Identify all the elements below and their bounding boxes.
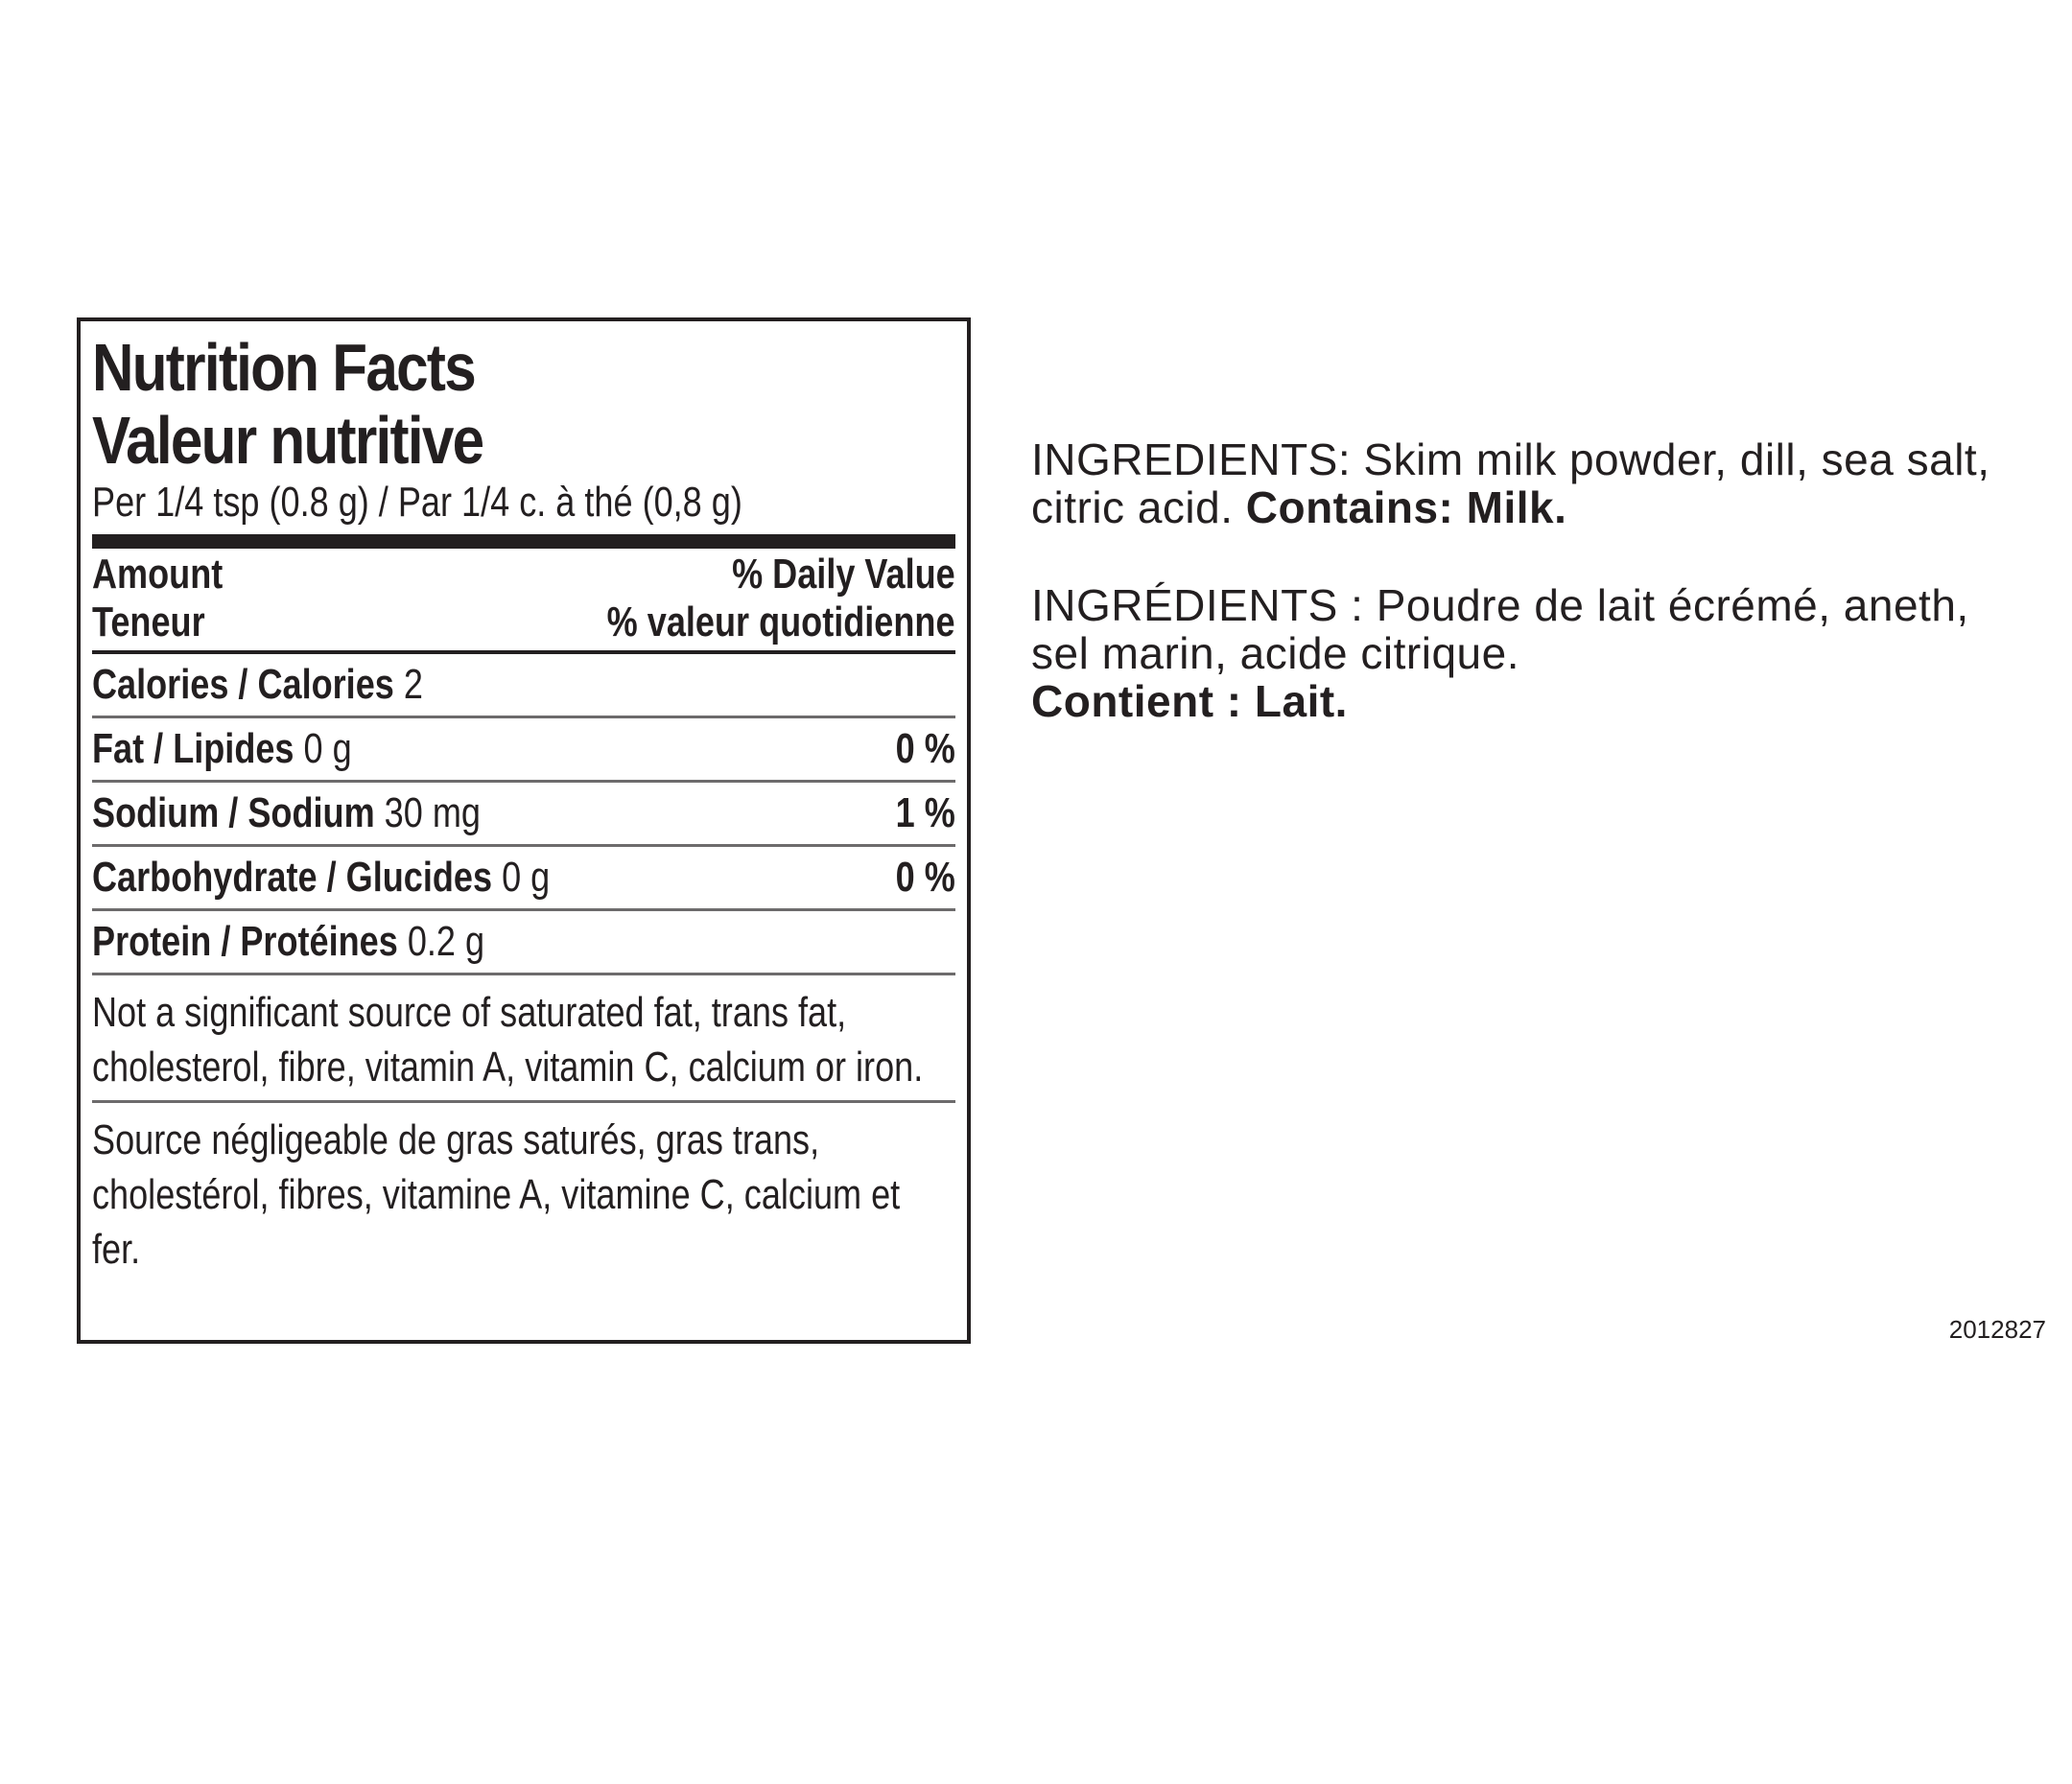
thick-divider	[92, 534, 955, 549]
calories-row	[92, 654, 955, 716]
protein-amount: 0.2 g	[407, 918, 485, 965]
serving-size: Per 1/4 tsp (0.8 g) / Par 1/4 c. à thé (0,8 g)	[92, 479, 742, 526]
footnote-en-text: Not a significant source of saturated fat, trans fat, cholesterol, fibre, vitamin A, vitamin C, calcium or iron.	[92, 989, 924, 1091]
nutrient-amount: 0 g	[303, 725, 352, 772]
allergen-statement-fr: Contient : Lait.	[1031, 676, 1348, 726]
nutrition-title-en: Nutrition Facts	[92, 330, 475, 405]
nutrient-daily-value: 1 %	[895, 789, 955, 836]
ingredients-label-en: INGREDIENTS	[1031, 434, 1338, 484]
nutrient-row-carbohydrate	[92, 847, 955, 908]
nutrition-title-fr: Valeur nutritive	[92, 403, 483, 478]
ingredients-text-fr: : Poudre de lait écrémé, aneth, sel marin, acide citrique.	[1031, 580, 1969, 678]
ingredients-text-en: : Skim milk powder, dill, sea salt, citric acid.	[1031, 434, 1990, 532]
nutrient-daily-value: 0 %	[895, 725, 955, 772]
header-row-fr	[92, 599, 955, 646]
footnote-fr	[92, 1103, 955, 1282]
ingredients-en	[1031, 435, 2029, 531]
nutrient-label: Carbohydrate / Glucides	[92, 854, 493, 901]
nutrient-label: Sodium / Sodium	[92, 789, 375, 836]
nutrient-amount: 30 mg	[384, 789, 481, 836]
product-code: 2012827	[1948, 1315, 2046, 1344]
header-row-en	[92, 551, 955, 599]
daily-value-label-en: % Daily Value	[732, 551, 955, 598]
amount-label-en: Amount	[92, 551, 224, 598]
calories-label: Calories / Calories	[92, 661, 394, 708]
allergen-statement-en: Contains: Milk.	[1245, 482, 1567, 532]
protein-label: Protein / Protéines	[92, 918, 398, 965]
nutrient-daily-value: 0 %	[895, 854, 955, 901]
daily-value-label-fr: % valeur quotidienne	[607, 599, 955, 646]
ingredients-fr	[1031, 581, 2029, 725]
amount-label-fr: Teneur	[92, 599, 205, 646]
nutrient-label: Fat / Lipides	[92, 725, 294, 772]
nutrient-row-fat	[92, 718, 955, 780]
ingredients-label-fr: INGRÉDIENTS	[1031, 580, 1338, 630]
protein-row	[92, 911, 955, 973]
nutrient-row-sodium	[92, 783, 955, 844]
footnote-fr-text: Source négligeable de gras saturés, gras trans, cholestérol, fibres, vitamine A, vitamine C, calcium et fer.	[92, 1116, 901, 1273]
footnote-en	[92, 975, 955, 1100]
calories-value: 2	[403, 661, 423, 708]
column-header	[92, 549, 955, 650]
nutrient-amount: 0 g	[502, 854, 551, 901]
nutrition-facts-panel	[77, 317, 971, 1344]
